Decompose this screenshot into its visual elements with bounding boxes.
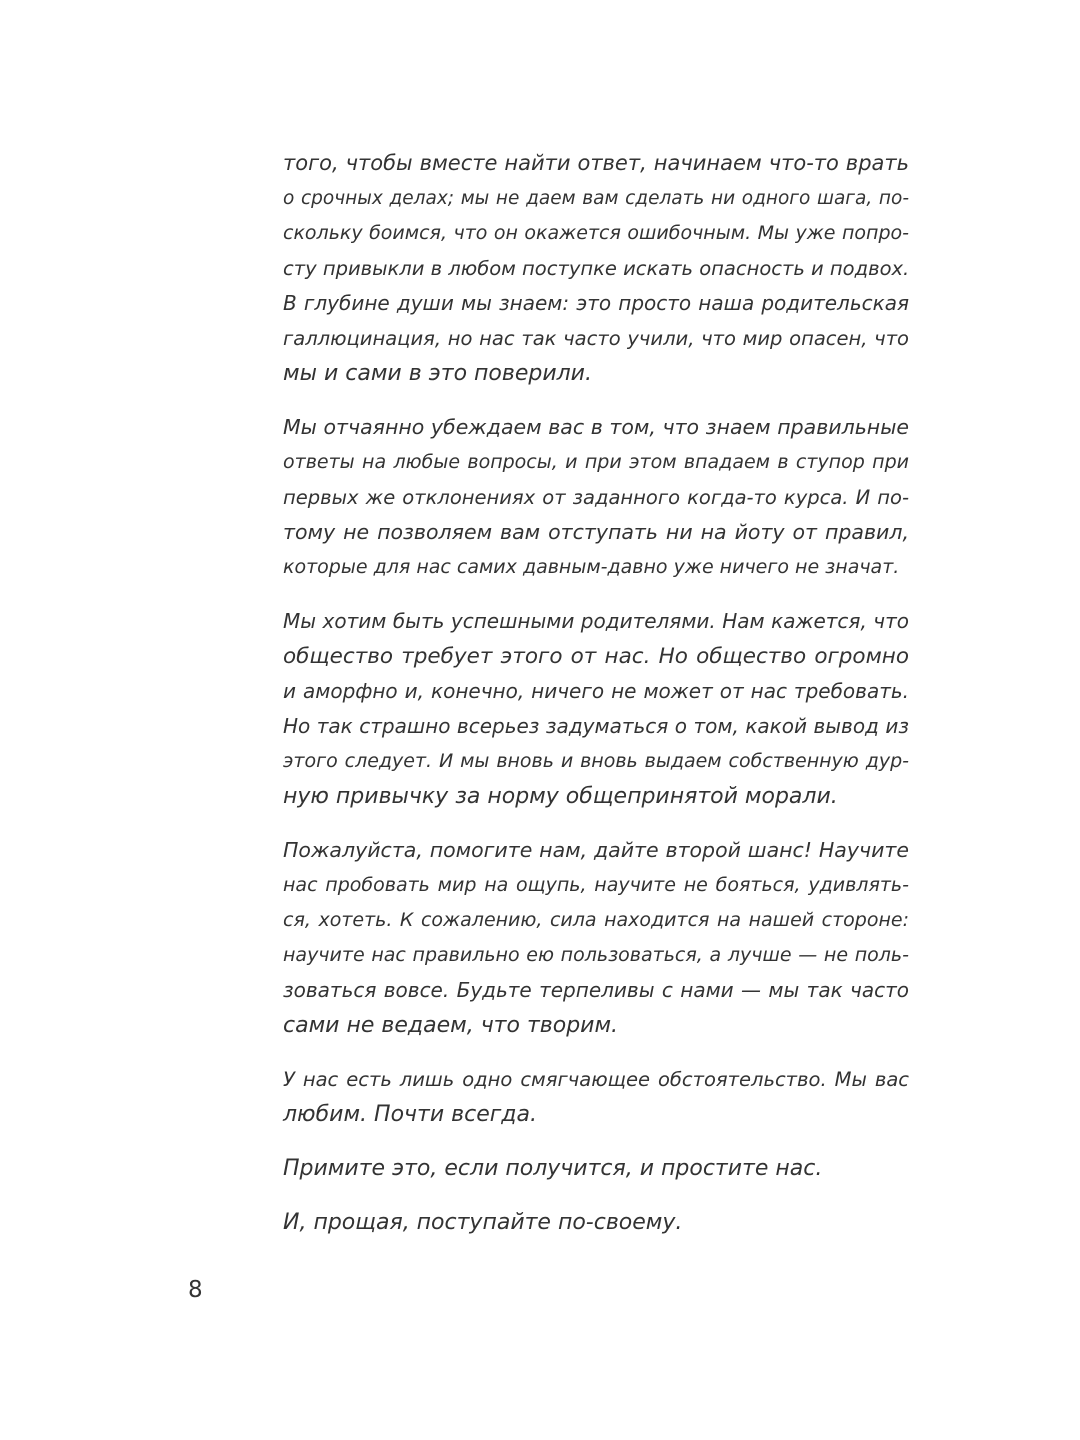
text-line: мы и сами в это поверили. [283, 361, 592, 386]
text-line: Но так страшно всерьез задуматься о том, какой вывод из [283, 714, 909, 738]
text-line: У нас есть лишь одно смягчающее обстоятельство. Мы вас [283, 1068, 909, 1091]
text-line: общество требует этого от нас. Но общество огромно [283, 644, 909, 669]
text-line: и аморфно и, конечно, ничего не может от нас требовать. [283, 679, 909, 703]
text-line: сами не ведаем, что творим. [283, 1013, 619, 1038]
text-line: которые для нас самих давным-давно уже ничего не значат. [283, 556, 900, 578]
text-line: первых же отклонениях от заданного когда-то курса. И по- [283, 486, 909, 509]
text-line: Примите это, если получится, и простите нас. [283, 1156, 823, 1181]
page-number: 8 [188, 1277, 203, 1303]
body-text [283, 146, 909, 1240]
text-line: ответы на любые вопросы, и при этом впадаем в ступор при [283, 451, 909, 473]
text-line: ся, хотеть. К сожалению, сила находится на нашей стороне: [283, 909, 909, 931]
text-line: этого следует. И мы вновь и вновь выдаем собственную дур- [283, 750, 909, 772]
paragraph [283, 1062, 909, 1132]
text-line: нас пробовать мир на ощупь, научите не бояться, удивлять- [283, 874, 909, 896]
text-line: И, прощая, поступайте по-своему. [283, 1210, 683, 1235]
text-line: научите нас правильно ею пользоваться, а лучше — не поль- [283, 944, 909, 966]
text-line: сту привыкли в любом поступке искать опасность и подвох. [283, 257, 910, 280]
text-line: Пожалуйста, помогите нам, дайте второй шанс! Научите [283, 838, 909, 862]
paragraph [283, 1205, 909, 1240]
paragraph [283, 604, 909, 814]
text-line: зоваться вовсе. Будьте терпеливы с нами — мы так часто [283, 978, 909, 1002]
text-line: Мы хотим быть успешными родителями. Нам кажется, что [283, 609, 909, 633]
text-line: того, чтобы вместе найти ответ, начинаем что-то врать [283, 151, 909, 175]
paragraph [283, 1151, 909, 1186]
paragraph [283, 833, 909, 1043]
text-line: тому не позволяем вам отступать ни на йоту от правил, [283, 520, 909, 544]
paragraph [283, 410, 909, 585]
text-line: о срочных делах; мы не даем вам сделать ни одного шага, по- [283, 188, 909, 209]
paragraph [283, 146, 909, 391]
text-line: галлюцинация, но нас так часто учили, что мир опасен, что [283, 327, 909, 350]
text-line: скольку боимся, что он окажется ошибочным. Мы уже попро- [283, 222, 909, 244]
text-line: ную привычку за норму общепринятой морали. [283, 784, 838, 809]
text-line: Мы отчаянно убеждаем вас в том, что знаем правильные [283, 415, 909, 439]
text-line: В глубине души мы знаем: это просто наша родительская [283, 291, 909, 315]
text-line: любим. Почти всегда. [283, 1102, 537, 1127]
